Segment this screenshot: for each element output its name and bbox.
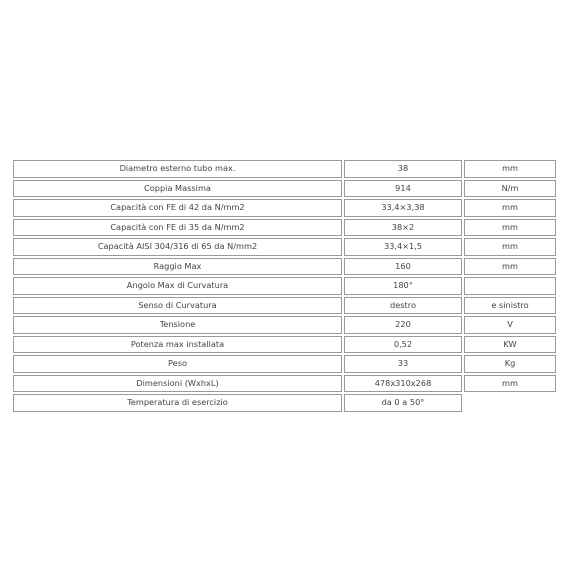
spec-unit-cell: mm	[464, 375, 556, 393]
spec-value-cell: 160	[344, 258, 462, 276]
table-row	[13, 355, 556, 373]
spec-unit-cell: V	[464, 316, 556, 334]
table-row	[13, 258, 556, 276]
spec-unit-cell	[464, 277, 556, 295]
spec-value-cell: da 0 a 50°	[344, 394, 462, 412]
spec-value-cell: 914	[344, 180, 462, 198]
spec-unit-cell: mm	[464, 199, 556, 217]
spec-label-cell: Diametro esterno tubo max.	[13, 160, 342, 178]
spec-unit-cell: mm	[464, 238, 556, 256]
spec-value-cell: 180°	[344, 277, 462, 295]
table-row	[13, 160, 556, 178]
spec-unit-cell: KW	[464, 336, 556, 354]
table-row	[13, 394, 556, 412]
table-row	[13, 219, 556, 237]
spec-unit-cell: Kg	[464, 355, 556, 373]
spec-label-cell: Raggio Max	[13, 258, 342, 276]
spec-value-cell: 38×2	[344, 219, 462, 237]
spec-label-cell: Tensione	[13, 316, 342, 334]
spec-value-cell: 33,4×1,5	[344, 238, 462, 256]
spec-unit-cell: mm	[464, 160, 556, 178]
spec-unit-cell: N/m	[464, 180, 556, 198]
spec-value-cell: destro	[344, 297, 462, 315]
spec-value-cell: 33	[344, 355, 462, 373]
spec-value-cell: 0,52	[344, 336, 462, 354]
table-row	[13, 199, 556, 217]
table-row	[13, 238, 556, 256]
table-row	[13, 297, 556, 315]
spec-label-cell: Temperatura di esercizio	[13, 394, 342, 412]
spec-value-cell: 38	[344, 160, 462, 178]
spec-unit-cell: e sinistro	[464, 297, 556, 315]
spec-label-cell: Peso	[13, 355, 342, 373]
spec-unit-cell: mm	[464, 219, 556, 237]
table-row	[13, 336, 556, 354]
spec-unit-cell-missing	[464, 394, 556, 412]
spec-value-cell: 220	[344, 316, 462, 334]
table-row	[13, 277, 556, 295]
spec-label-cell: Potenza max installata	[13, 336, 342, 354]
spec-label-cell: Senso di Curvatura	[13, 297, 342, 315]
spec-table	[11, 158, 558, 414]
spec-table-body	[13, 160, 556, 412]
spec-label-cell: Dimensioni (WxhxL)	[13, 375, 342, 393]
spec-unit-cell: mm	[464, 258, 556, 276]
spec-label-cell: Capacità AISI 304/316 di 65 da N/mm2	[13, 238, 342, 256]
spec-label-cell: Coppia Massima	[13, 180, 342, 198]
spec-value-cell: 33,4×3,38	[344, 199, 462, 217]
spec-label-cell: Capacità con FE di 42 da N/mm2	[13, 199, 342, 217]
table-row	[13, 180, 556, 198]
spec-value-cell: 478x310x268	[344, 375, 462, 393]
table-row	[13, 316, 556, 334]
spec-label-cell: Capacità con FE di 35 da N/mm2	[13, 219, 342, 237]
spec-label-cell: Angolo Max di Curvatura	[13, 277, 342, 295]
table-row	[13, 375, 556, 393]
